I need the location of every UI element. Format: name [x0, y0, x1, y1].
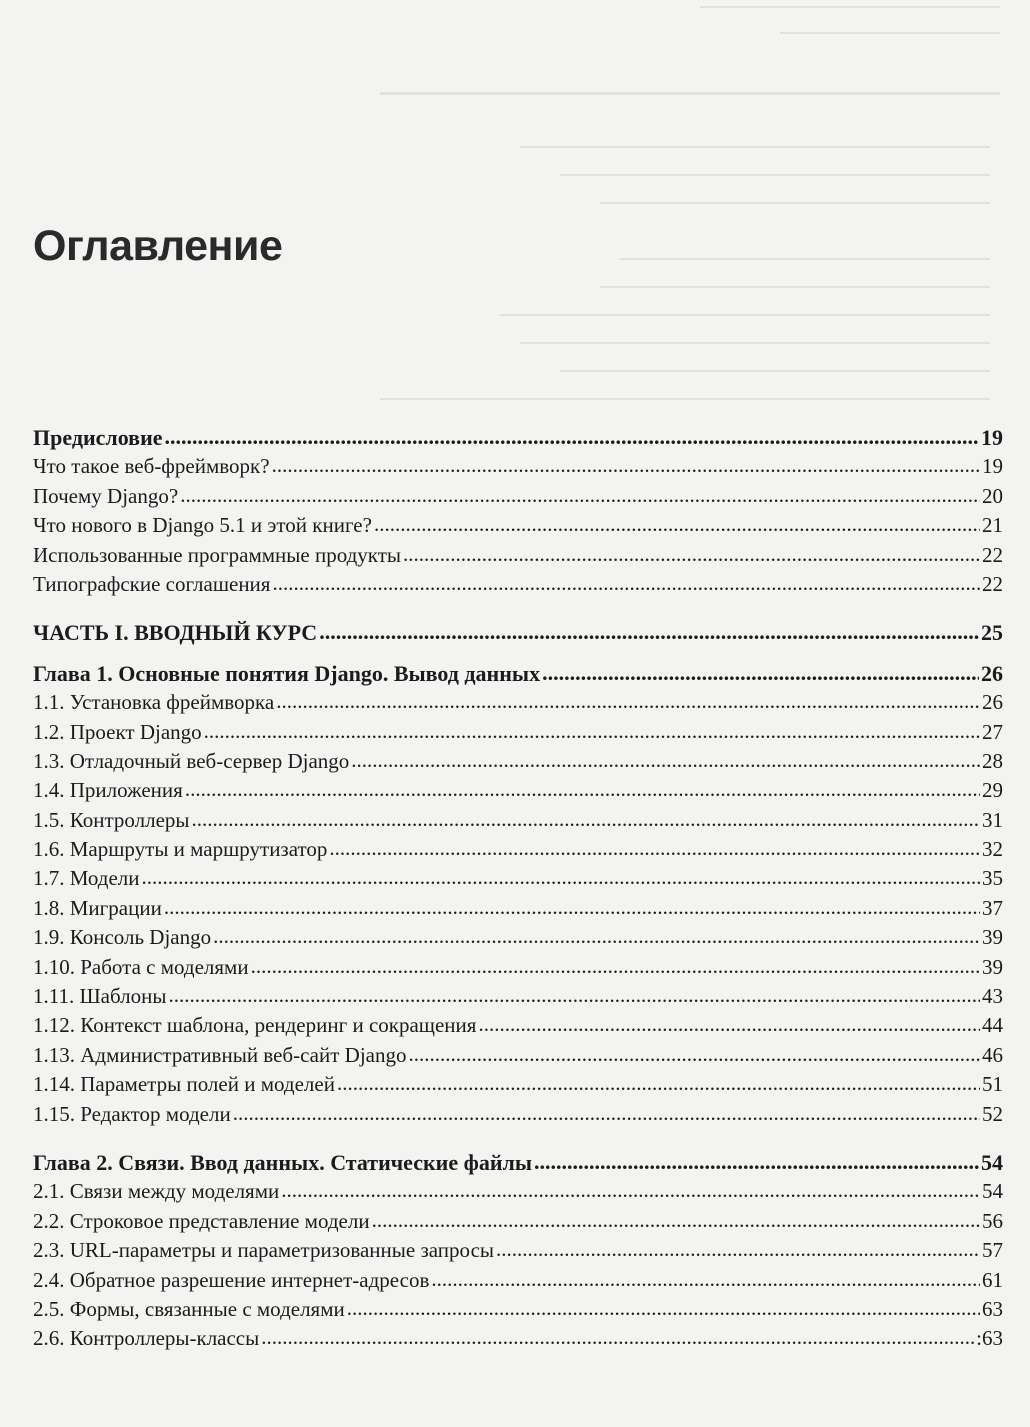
- toc-entry-title: 1.10. Работа с моделями: [33, 954, 249, 979]
- toc-entry-title: 1.4. Приложения: [33, 778, 183, 803]
- dot-leader: [168, 981, 980, 1010]
- toc-entry[interactable]: [33, 1041, 1003, 1070]
- toc-entry-page: 35: [982, 866, 1003, 891]
- toc-section-part1: [33, 618, 1003, 647]
- toc-entry[interactable]: [33, 953, 1003, 982]
- toc-entry-title: Почему Django?: [33, 483, 179, 508]
- toc-entry-title: 2.3. URL-параметры и параметризованные запросы: [33, 1238, 494, 1263]
- toc-entry-page: 52: [982, 1101, 1003, 1126]
- dot-leader: [213, 922, 980, 951]
- toc-entry-page: 22: [982, 542, 1003, 567]
- dot-leader: [261, 1323, 974, 1352]
- toc-entry-title: 2.1. Связи между моделями: [33, 1179, 280, 1204]
- toc-entry-page: 56: [982, 1208, 1003, 1233]
- toc-entry[interactable]: [33, 923, 1003, 952]
- dot-leader: [374, 510, 980, 539]
- toc-entry[interactable]: [33, 835, 1003, 864]
- toc-entry-title: Типографские соглашения: [33, 571, 271, 596]
- toc-entry[interactable]: [33, 570, 1003, 599]
- toc-entry-title: 1.2. Проект Django: [33, 719, 202, 744]
- dot-leader: [372, 1206, 980, 1235]
- toc-entry[interactable]: [33, 1236, 1003, 1265]
- dot-leader: [319, 617, 979, 646]
- toc-entry-title: 2.5. Формы, связанные с моделями: [33, 1296, 345, 1321]
- toc-entry[interactable]: [33, 864, 1003, 893]
- toc-entry[interactable]: [33, 894, 1003, 923]
- toc-entry-page: 39: [982, 925, 1003, 950]
- toc-entry[interactable]: [33, 1177, 1003, 1206]
- dot-leader: [185, 775, 980, 804]
- toc-entry[interactable]: [33, 1070, 1003, 1099]
- toc-entry[interactable]: [33, 541, 1003, 570]
- toc-entry[interactable]: [33, 452, 1003, 481]
- toc-entry-page: 37: [982, 895, 1003, 920]
- toc-entry-title: 1.5. Контроллеры: [33, 807, 190, 832]
- toc-entry[interactable]: [33, 1295, 1003, 1324]
- toc-entry-title: 1.13. Административный веб-сайт Django: [33, 1042, 407, 1067]
- toc-entry-page: :63: [976, 1326, 1003, 1351]
- toc-heading-chapter2[interactable]: [33, 1148, 1003, 1177]
- toc-entry[interactable]: [33, 1324, 1003, 1353]
- toc-entry[interactable]: [33, 1011, 1003, 1040]
- dot-leader: [272, 569, 980, 598]
- toc-entry-page: 43: [982, 984, 1003, 1009]
- section-gap: [33, 599, 1003, 618]
- toc-entry-page: 29: [982, 778, 1003, 803]
- toc-entry-title: 1.12. Контекст шаблона, рендеринг и сокращения: [33, 1013, 477, 1038]
- toc-entry-page: 25: [981, 620, 1003, 646]
- toc-entry-title: 1.7. Модели: [33, 866, 140, 891]
- dot-leader: [408, 1040, 980, 1069]
- toc-entry-page: 63: [982, 1296, 1003, 1321]
- dot-leader: [272, 451, 980, 480]
- page-title: Оглавление: [33, 222, 283, 270]
- toc-section-chapter1: [33, 659, 1003, 1129]
- toc-entry[interactable]: [33, 718, 1003, 747]
- toc-entry-title: Что нового в Django 5.1 и этой книге?: [33, 513, 372, 538]
- toc-entry-page: 26: [982, 690, 1003, 715]
- toc-entry-title: 1.3. Отладочный веб-сервер Django: [33, 748, 350, 773]
- toc-entry-page: 26: [981, 660, 1003, 686]
- toc-entry-title: Предисловие: [33, 425, 163, 450]
- toc-entry-title: 2.2. Строковое представление модели: [33, 1208, 370, 1233]
- toc-entry-title: 1.15. Редактор модели: [33, 1101, 231, 1126]
- toc-section-preface: [33, 423, 1003, 599]
- dot-leader: [192, 805, 981, 834]
- dot-leader: [329, 834, 980, 863]
- toc-entry-page: 57: [982, 1238, 1003, 1263]
- toc-entry[interactable]: [33, 1100, 1003, 1129]
- toc-entry-page: 54: [982, 1179, 1003, 1204]
- dot-leader: [542, 658, 979, 687]
- toc-entry[interactable]: [33, 747, 1003, 776]
- toc-entry-page: 20: [982, 483, 1003, 508]
- toc-entry[interactable]: [33, 776, 1003, 805]
- dot-leader: [281, 1176, 980, 1205]
- dot-leader: [347, 1294, 980, 1323]
- toc-entry-page: 27: [982, 719, 1003, 744]
- toc-entry-title: 1.8. Миграции: [33, 895, 162, 920]
- toc-entry-page: 46: [982, 1042, 1003, 1067]
- section-gap: [33, 1129, 1003, 1148]
- dot-leader: [204, 717, 980, 746]
- toc-entry-title: Глава 2. Связи. Ввод данных. Статические файлы: [33, 1149, 533, 1175]
- toc-entry-title: 1.6. Маршруты и маршрутизатор: [33, 837, 328, 862]
- dot-leader: [180, 481, 980, 510]
- toc-entry-page: 31: [982, 807, 1003, 832]
- toc-entry-title: 1.11. Шаблоны: [33, 984, 167, 1009]
- toc-entry-page: 28: [982, 748, 1003, 773]
- toc-entry-page: 21: [982, 513, 1003, 538]
- toc-entry-title: Глава 1. Основные понятия Django. Вывод данных: [33, 660, 541, 686]
- toc-entry-title: ЧАСТЬ I. ВВОДНЫЙ КУРС: [33, 620, 318, 646]
- toc-entry[interactable]: [33, 982, 1003, 1011]
- toc-heading-part1[interactable]: [33, 618, 1003, 647]
- toc-section-chapter2: [33, 1148, 1003, 1354]
- toc-entry-page: 39: [982, 954, 1003, 979]
- toc-entry[interactable]: [33, 1266, 1003, 1295]
- dot-leader: [142, 863, 980, 892]
- toc-entry-title: 1.1. Установка фреймворка: [33, 690, 275, 715]
- toc-entry[interactable]: [33, 688, 1003, 717]
- table-of-contents: [33, 423, 1003, 1354]
- toc-entry[interactable]: [33, 1207, 1003, 1236]
- dot-leader: [431, 1265, 980, 1294]
- toc-entry[interactable]: [33, 511, 1003, 540]
- dot-leader: [251, 952, 980, 981]
- toc-entry-title: 1.14. Параметры полей и моделей: [33, 1072, 335, 1097]
- toc-entry-title: Что такое веб-фреймворк?: [33, 454, 270, 479]
- dot-leader: [337, 1069, 980, 1098]
- toc-entry-page: 51: [982, 1072, 1003, 1097]
- dot-leader: [534, 1147, 979, 1176]
- toc-entry-title: 2.4. Обратное разрешение интернет-адресов: [33, 1267, 430, 1292]
- dot-leader: [403, 540, 980, 569]
- toc-entry-page: 32: [982, 837, 1003, 862]
- dot-leader: [276, 687, 980, 716]
- toc-entry[interactable]: [33, 806, 1003, 835]
- toc-entry-page: 19: [982, 454, 1003, 479]
- toc-entry-page: 22: [982, 571, 1003, 596]
- toc-heading-chapter1[interactable]: [33, 659, 1003, 688]
- dot-leader: [496, 1235, 980, 1264]
- toc-entry-page: 44: [982, 1013, 1003, 1038]
- toc-entry-page: 61: [982, 1267, 1003, 1292]
- dot-leader: [351, 746, 980, 775]
- toc-entry-title: Использованные программные продукты: [33, 542, 401, 567]
- toc-entry-title: 1.9. Консоль Django: [33, 925, 212, 950]
- toc-entry-page: 54: [981, 1149, 1003, 1175]
- toc-entry-page: 19: [981, 425, 1003, 450]
- dot-leader: [478, 1010, 980, 1039]
- dot-leader: [165, 422, 979, 451]
- toc-entry-title: 2.6. Контроллеры-классы: [33, 1326, 260, 1351]
- toc-heading-preface[interactable]: [33, 423, 1003, 452]
- dot-leader: [164, 893, 980, 922]
- dot-leader: [233, 1099, 980, 1128]
- toc-entry[interactable]: [33, 482, 1003, 511]
